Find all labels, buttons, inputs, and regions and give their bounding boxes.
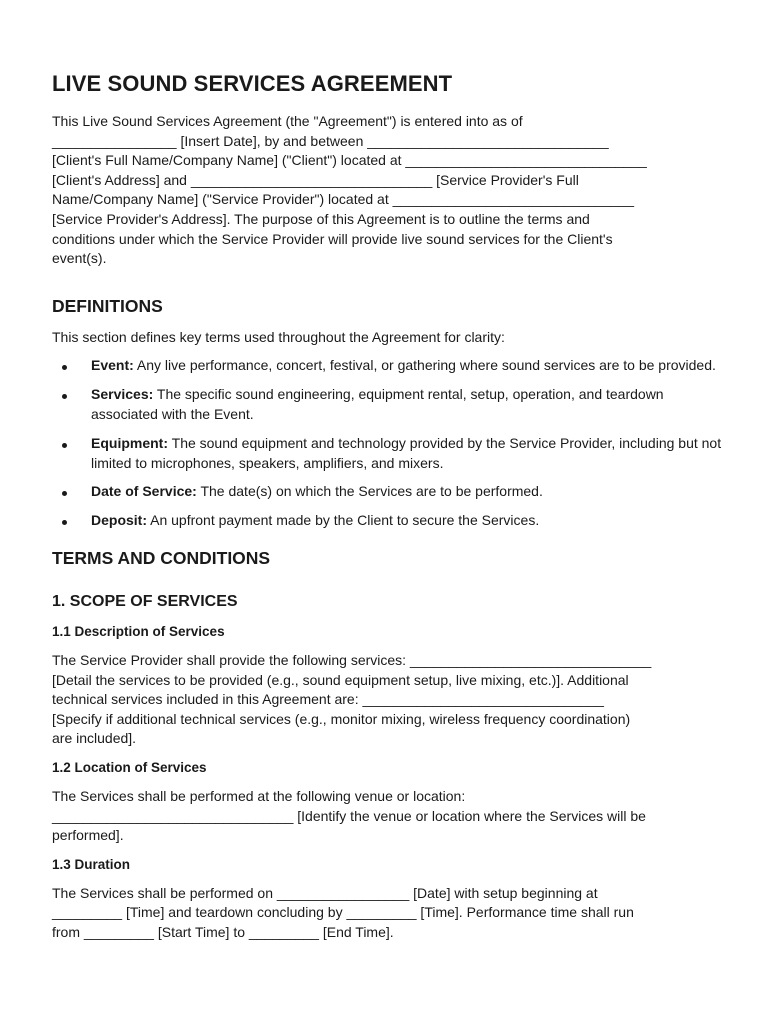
- document-title: LIVE SOUND SERVICES AGREEMENT: [52, 71, 453, 96]
- section-1-3-heading: 1.3 Duration: [52, 856, 131, 872]
- definition-text: The sound equipment and technology provided by the Service Provider, including but not limited to microphones, speakers, amplifiers, and mixers.: [91, 434, 722, 471]
- list-item: [52, 434, 722, 473]
- bullet-icon: [62, 365, 67, 370]
- section-1-3-text: The Services shall be performed on _________________ [Date] with setup beginning at _________ [Time] and teardown concluding by _________ [Time]. Performance time shall run from _________ [Start Time] to _________ [End Time].: [52, 884, 634, 940]
- list-item: [52, 511, 722, 531]
- intro-paragraph: This Live Sound Services Agreement (the "Agreement") is entered into as of ________________ [Insert Date], by and between _______________________________ [Client's Full Name/Company Name] ("Client") located at _______________________________ [Client's Address] and _______________________________ [Service Provider's Full Name/Company Name] ("Service Provider") located at _______________________________ [Service Provider's Address]. The purpose of this Agreement is to outline the terms and conditions under which the Service Provider will provide live sound services for the Client's event(s).: [52, 113, 647, 267]
- list-item: [52, 356, 722, 376]
- definition-text: An upfront payment made by the Client to secure the Services.: [147, 512, 540, 529]
- list-item: [52, 482, 722, 502]
- definitions-heading: DEFINITIONS: [52, 295, 163, 316]
- section-1-2-heading: 1.2 Location of Services: [52, 760, 207, 776]
- definitions-intro: This section defines key terms used throughout the Agreement for clarity:: [52, 328, 505, 345]
- bullet-icon: [62, 491, 67, 496]
- bullet-icon: [62, 520, 67, 525]
- section-1-1-heading: 1.1 Description of Services: [52, 624, 225, 640]
- definition-text: The date(s) on which the Services are to be performed.: [196, 483, 543, 500]
- definition-term: Deposit:: [91, 512, 147, 529]
- definition-term: Equipment:: [91, 434, 168, 451]
- section-1-1-text: The Service Provider shall provide the following services: _______________________________ [Detail the services to be provided (e.g., sound equipment setup, live mixing, etc.)]. Additional technical services included in this Agreement are: _______________________________ [Specify if additional technical services (e.g., monitor mixing, wireless frequency coordination) are included].: [52, 652, 652, 747]
- list-item: [52, 385, 722, 424]
- section-1-2-text: The Services shall be performed at the following venue or location: _______________________________ [Identify the venue or location where the Services will be performed].: [52, 788, 646, 844]
- terms-heading: TERMS AND CONDITIONS: [52, 548, 271, 569]
- document-page: [52, 70, 722, 943]
- definition-term: Event:: [91, 357, 134, 374]
- definitions-list: [52, 356, 722, 531]
- definition-text: The specific sound engineering, equipment rental, setup, operation, and teardown associated with the Event.: [91, 386, 664, 422]
- scope-heading: 1. SCOPE OF SERVICES: [52, 593, 238, 611]
- definition-text: Any live performance, concert, festival, or gathering where sound services are to be provided.: [133, 357, 716, 374]
- bullet-icon: [62, 443, 67, 448]
- definition-term: Date of Service:: [91, 483, 197, 500]
- definition-term: Services:: [91, 386, 154, 403]
- bullet-icon: [62, 394, 67, 399]
